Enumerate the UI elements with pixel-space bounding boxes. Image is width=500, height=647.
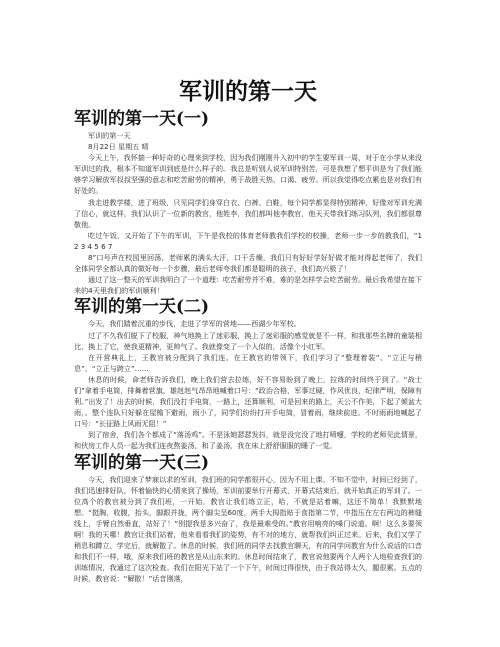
paragraph: 到了宿舍，我们各个都成了“落汤鸡”。不是泳她瑟瑟发抖，就是没完没了地打喷嚏，学校的老师见此情景，和伙房工作人员一起为我们连夜熬姜汤，和了姜汤，我在床上舒舒服服的睡了一觉。 xyxy=(74,430,422,451)
document-title: 军训的第一天 xyxy=(179,78,317,105)
section-heading: 军训的第一天(二) xyxy=(74,297,210,318)
paragraph: 吃过午饭，又开始了下午的军训，下午是我校的体育老师教我们学校的校操，老师一步一步的教我们，“1 2 3 4 5 6 7 xyxy=(74,230,422,251)
section-heading: 军训的第一天(一) xyxy=(74,109,210,129)
section-1 xyxy=(74,108,422,296)
section-2 xyxy=(74,296,422,451)
paragraph: 8”口号声在校园里回荡，老师累的满头大汗，口干舌燥，我们只有好好学好好做才能对得起老师了，我们全体同学全都认真的做好每一个步骤，最后老师夸我们都是聪明的孩子，我们高兴极了！ xyxy=(74,253,422,274)
paragraph: 在开营典礼上，王教官被分配到了我们连。在王教官的带领下，我们学习了“整理着装”、“立正与稍息”、“立正与跨立”…… xyxy=(74,352,422,373)
section-heading: 军训的第一天(三) xyxy=(74,452,210,473)
paragraph: 8月22日 星期五 晴 xyxy=(88,142,149,152)
paragraph: 今天，我们踏着沉重的步伐，走进了学军的营地——西湖少年军校。 xyxy=(88,319,301,329)
paragraph: 通过了这一整天的军训我明白了一个道理：吃苦耐劳并不难，难的是怎样学会吃苦耐劳。最后我希望在接下来的4天里我们的军训顺利！ xyxy=(74,275,422,296)
paragraph: 我走进教学楼，进了班级，只见同学们身穿白衣、白裤、白鞋，每个同学都显得特别精神，好像对军训充满了信心，就这样，我们认识了一位新的教官，他姓李，我们都叫他李教官，他天天带我们练习队列，我们都很尊敬他。 xyxy=(74,197,422,229)
paragraph: 休息的时候，命老师告诉我们，晚上我们营去拉练，好不容易盼到了晚上，拉练的时间终于到了。“战士们”拿着手电筒，排舞着营旗，雄赳赳气昂昂地喊着口号：“政治合格，军事过硬，作风优良，纪律严明，保障有利。”出发了！出去的时候，我们没打手电筒，一路上，还算顺利，可是回来的路上，天公不作美，下起了倾盆大雨，。整个连队只好躲在屋檐下避雨，雨小了，同学们纷纷打开手电筒，冒着雨，继续前进。不时雨雨地喊起了口号：“长征路上风雨无阻！” xyxy=(74,374,422,429)
section-3 xyxy=(74,452,422,585)
paragraph: 军训的第一天 xyxy=(88,131,131,140)
paragraph: 过了不久我们脱下了校服，神气地换上了迷彩服，换上了迷彩服的感觉就是不一样，和我那些名牌的童装相比，换上了它，使我更精神，更帅气了。我就像变了一个人似的，活像个小红军。 xyxy=(74,330,422,351)
paragraph: 今天上午，我怀揣一种好奇的心理来到学校，因为我们刚刚升入初中的学生要军训一周，对于在小学从来没军训过的我，根本不知道军训到底是什么样子的。我总是听别人说军训特别苦，可是我想了想平训是为了我们能够学习解放军叔叔坚强的意志和吃苦耐劳的精神，勇于战胜天热、口渴、疲劳。所以我觉得吃点累也是对我们有好处的。 xyxy=(74,153,422,196)
paragraph: 今天，我们迎来了梦寐以求的军训，我们班的同学都很开心，因为不用上课。不知不觉中，时间已经到了，我们迅速排好队，怀着愉快的心情来到了操场，军训前要举行开幕式，开幕式结束后，就开始真正的军训了。一位高个的教官被分到了我们班，一开始，教官让我们练立正，哈，不就是站着嘛，这还不简单！我默默地想。“挺胸，收腹，抬头，脚跟并拢，两个脚尖呈60度，两手大拇指贴于食指第二节，中指压在左右两边的裤缝线上，手臂自然垂直，站好了！”别提我是多兴奋了，我是最难受的。”教官用响亮的嗓门说道。啊！这么多要领啊！我的天哪！教官让我们站着，他来看看我们的姿势，有不对的地方，就帮我们纠正过来。后来，我们又学了稍息和蹲立、学完后，就解散了。休息的时候，我们班的同学去找教官聊天，有的同学问教官为什么说话的口音和我们不一样，哦，原来我们班的教官是从山东来的。休息时间结束了，教官说他要两个人两个人地检查我们的训练情况，我通过了这次检查。我们在阳光下站了一个下午，时间过得很快，由于我站得太久，腿很累。五点的时候，教官说：“解散！”话音刚落， xyxy=(74,474,422,584)
